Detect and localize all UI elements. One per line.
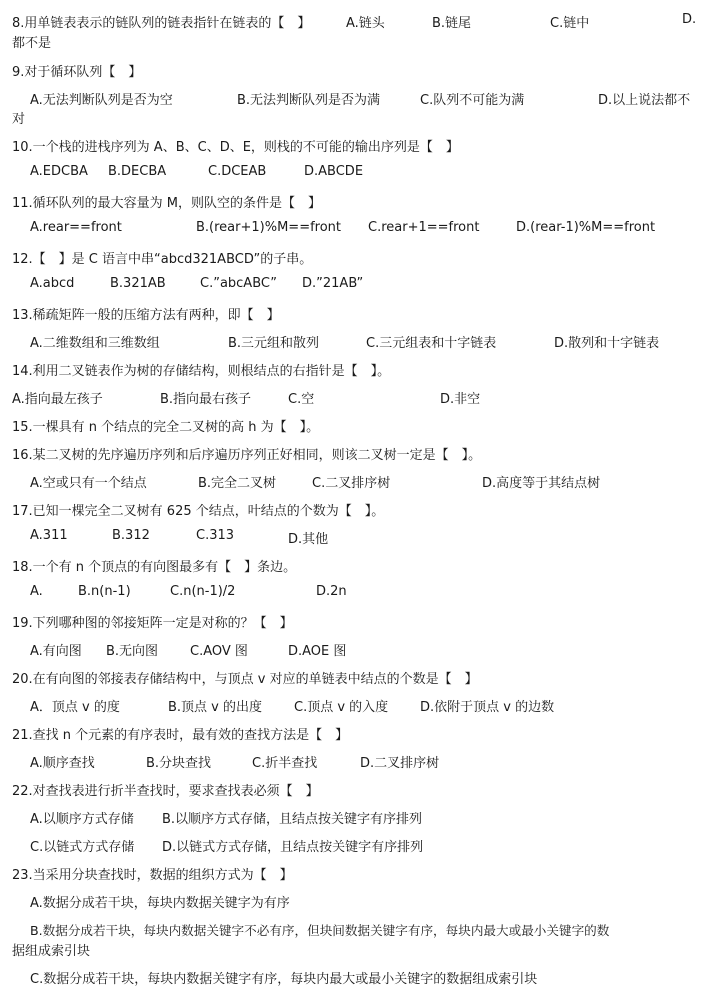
question-22-options-row2 (12, 836, 704, 856)
question-16-options (12, 472, 704, 492)
option-c: C.顶点 v 的入度 (294, 700, 389, 715)
option-c: C.313 (196, 528, 235, 543)
option-b: B.分块查找 (146, 756, 212, 771)
option-c: C.”abcABC” (200, 276, 277, 291)
option-a: A.以顺序方式存储 (30, 812, 134, 827)
option-d: D.”21AB” (302, 276, 364, 291)
question-12-stem: 12.【 】是 C 语言中串“abcd321ABCD”的子串。 (12, 252, 313, 267)
question-stem: 8.用单链表表示的链队列的链表指针在链表的【 】 (12, 16, 311, 31)
option-d: D.二叉排序树 (360, 756, 440, 771)
option-c: C.折半查找 (252, 756, 318, 771)
question-11-options (12, 220, 704, 240)
option-a: A.EDCBA (30, 164, 88, 179)
option-b: B.数据分成若干块，每块内数据关键字不必有序，但块间数据关键字有序，每块内最大或最小关键字的数 (30, 923, 610, 938)
option-b: B.无向图 (106, 644, 159, 659)
question-23-stem: 23.当采用分块查找时，数据的组织方式为【 】 (12, 868, 293, 883)
option-a: A.指向最左孩子 (12, 392, 103, 407)
option-a: A.abcd (30, 276, 75, 291)
option-c: C.以链式方式存储 (30, 840, 135, 855)
question-11-stem: 11.循环队列的最大容量为 M，则队空的条件是【 】 (12, 196, 322, 211)
question-9-stem: 9.对于循环队列【 】 (12, 65, 142, 80)
option-b: B.顶点 v 的出度 (168, 700, 263, 715)
option-a: A.链头 (346, 16, 385, 31)
option-d: D. (682, 12, 697, 27)
option-b: B.312 (112, 528, 150, 543)
question-13-options (12, 332, 704, 352)
option-d: D.AOE 图 (288, 644, 347, 659)
option-b: B.(rear+1)%M==front (196, 220, 342, 235)
question-15-stem: 15.一棵具有 n 个结点的完全二叉树的高 h 为【 】。 (12, 420, 320, 435)
option-d: D.依附于顶点 v 的边数 (420, 700, 555, 715)
option-d: D.2n (316, 584, 347, 599)
option-c: C.AOV 图 (190, 644, 248, 659)
option-d: D.高度等于其结点树 (482, 476, 601, 491)
option-b: B.完全二叉树 (198, 476, 277, 491)
option-a: A．顶点 v 的度 (30, 700, 120, 715)
option-a: A.顺序查找 (30, 756, 95, 771)
option-c: C.DCEAB (208, 164, 267, 179)
option-d: D.以链式方式存储，且结点按关键字有序排列 (162, 840, 424, 855)
option-c: C.rear+1==front (368, 220, 480, 235)
option-a: A.rear==front (30, 220, 122, 235)
option-a: A.有向图 (30, 644, 82, 659)
option-d-continuation: 都不是 (12, 36, 52, 51)
question-18-stem: 18.一个有 n 个顶点的有向图最多有【 】条边。 (12, 560, 297, 575)
question-21-options (12, 752, 704, 772)
option-d: D.以上说法都不 (598, 93, 691, 108)
question-19-stem: 19.下列哪种图的邻接矩阵一定是对称的？【 】 (12, 616, 293, 631)
option-a: A. (30, 584, 43, 599)
option-d: D.(rear-1)%M==front (516, 220, 656, 235)
option-a: A.无法判断队列是否为空 (30, 93, 173, 108)
question-17-stem: 17.已知一棵完全二叉树有 625 个结点，叶结点的个数为【 】。 (12, 504, 385, 519)
question-22-options-row1 (12, 808, 704, 828)
question-14-options (12, 388, 704, 408)
option-b: B.三元组和散列 (228, 336, 320, 351)
option-c: C.三元组表和十字链表 (366, 336, 497, 351)
question-10-options (12, 164, 704, 184)
option-c: C.空 (288, 392, 315, 407)
question-8 (12, 12, 704, 32)
question-20-stem: 20.在有向图的邻接表存储结构中，与顶点 v 对应的单链表中结点的个数是【 】 (12, 672, 478, 687)
option-c: C.链中 (550, 16, 590, 31)
option-d: D.非空 (440, 392, 481, 407)
option-d: D.ABCDE (304, 164, 364, 179)
question-10-stem: 10.一个栈的进栈序列为 A、B、C、D、E，则栈的不可能的输出序列是【 】 (12, 140, 459, 155)
option-b: B.指向最右孩子 (160, 392, 252, 407)
option-a: A.311 (30, 528, 68, 543)
option-c: C.队列不可能为满 (420, 93, 525, 108)
option-b: B.无法判断队列是否为满 (237, 93, 381, 108)
option-b: B.n(n-1) (78, 584, 131, 599)
question-22-stem: 22.对查找表进行折半查找时，要求查找表必须【 】 (12, 784, 319, 799)
option-a: A.数据分成若干块，每块内数据关键字为有序 (30, 896, 290, 911)
option-c: C.n(n-1)/2 (170, 584, 236, 599)
question-16-stem: 16.某二叉树的先序遍历序列和后序遍历序列正好相同，则该二叉树一定是【 】。 (12, 448, 482, 463)
question-17-options (12, 528, 704, 548)
option-b: B.321AB (110, 276, 166, 291)
question-14-stem: 14.利用二叉链表作为树的存储结构，则根结点的右指针是【 】。 (12, 364, 391, 379)
question-13-stem: 13.稀疏矩阵一般的压缩方法有两种，即【 】 (12, 308, 280, 323)
option-c: C.二叉排序树 (312, 476, 391, 491)
option-b-continuation: 据组成索引块 (12, 944, 91, 959)
option-b: B.DECBA (108, 164, 167, 179)
option-a: A.二维数组和三维数组 (30, 336, 160, 351)
option-d: D.其他 (288, 532, 329, 547)
question-12-options (12, 276, 704, 296)
question-18-options (12, 584, 704, 604)
question-21-stem: 21.查找 n 个元素的有序表时，最有效的查找方法是【 】 (12, 728, 349, 743)
option-a: A.空或只有一个结点 (30, 476, 147, 491)
question-19-options (12, 640, 704, 660)
option-b: B.链尾 (432, 16, 472, 31)
option-b: B.以顺序方式存储，且结点按关键字有序排列 (162, 812, 423, 827)
question-9-options (12, 89, 704, 109)
option-d: D.散列和十字链表 (554, 336, 660, 351)
option-c: C.数据分成若干块，每块内数据关键字有序，每块内最大或最小关键字的数据组成索引块 (30, 972, 538, 987)
option-d-continuation: 对 (12, 112, 26, 127)
question-20-options (12, 696, 704, 716)
